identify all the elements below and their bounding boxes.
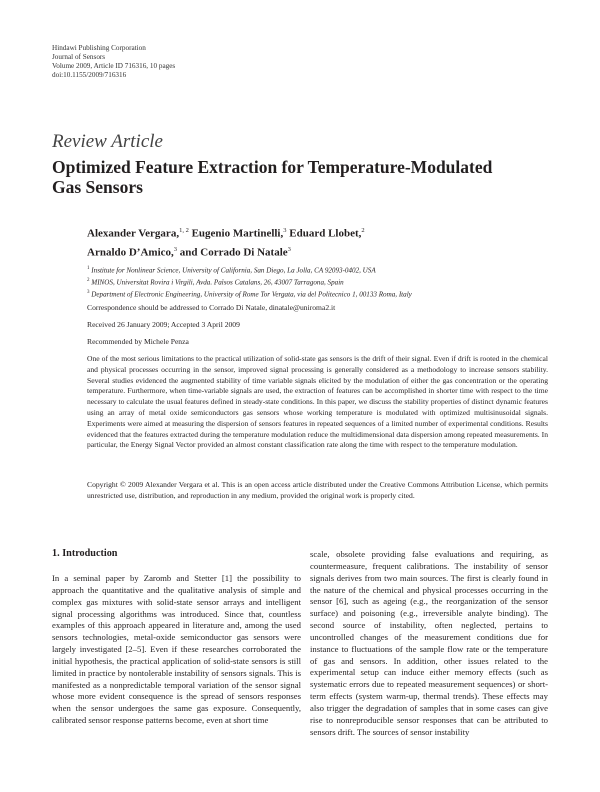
author-name: Alexander Vergara, [87, 227, 180, 240]
author-name: Arnaldo D’Amico, [87, 246, 174, 259]
body-text-left-column: In a seminal paper by Zaromb and Stetter [1] the possibility to approach the quantitative and the qualitative analysis of simple and complex gas mixtures with solid-state sensor arrays and intelligent signal processing algorithms was introduced. Since that, countless examples of this approach appeared in literature and, among the used sensors technologies, metal-oxide semiconductor gas sensors were largely investigated [2–5]. Even if these researches corroborated the initial hypothesis, the practical application of solid-state sensors is still limited in practice by nontolerable instability of sensors signals. This is manifested as a nonpredictable temporal variation of the sensor signal whose more evident consequence is the spread of sensors responses when the sensor undergoes the same gas exposure. Consequently, calibrated sensor response patterns become, even at short time [52, 573, 301, 726]
author-name: Eduard Llobet, [289, 227, 362, 240]
affiliation-item: $^2$ MINOS, Universitat Rovira i Virgili, Avda. Països Catalans, 26, 43007 Tarragona, Spain [87, 277, 344, 287]
received-accepted-dates: Received 26 January 2009; Accepted 3 April 2009 [87, 320, 240, 329]
title-line-1: Optimized Feature Extraction for Temperature-Modulated [52, 157, 493, 177]
section-heading: 1. Introduction [52, 548, 118, 559]
author-line-1 [87, 223, 365, 242]
paper-title [52, 157, 522, 197]
author-affiliation-ref: 3 [287, 245, 291, 253]
copyright-notice: Copyright © 2009 Alexander Vergara et al. This is an open access article distributed under the Creative Commons Attribution License, which permits unrestricted use, distribution, and reproduction in any medium, provided the original work is properly cited. [87, 480, 548, 500]
author-affiliation-ref: 2 [361, 227, 365, 234]
author-line-2 [87, 242, 365, 261]
author-list [87, 223, 365, 260]
affiliation-item: $^3$ Department of Electronic Engineering, University of Rome Tor Vergata, via del Politecnico 1, 00133 Roma, Italy [87, 289, 412, 299]
author-name: and Corrado Di Natale [179, 246, 288, 259]
abstract: One of the most serious limitations to the practical utilization of solid-state gas sensors is the drift of their signal. Even if drift is rooted in the chemical and physical processes occurring in the sensor, improved signal processing is generally considered as a methodology to increase sensors stability. Several studies evidenced the augmented stability of time variable signals elicited by the modulation of either the gas concentration or the operating temperature. Furthermore, when time-variable signals are used, the extraction of features can be accomplished in shorter time with respect to the time necessary to calculate the usual features defined in steady-state conditions. In this paper, we discuss the stability properties of distinct dynamic features using an array of metal oxide semiconductors gas sensors whose working temperature is modulated with optimized multisinusoidal signals. Experiments were aimed at measuring the dispersion of sensors features in repeated sequences of a limited number of experimental conditions. Results evidenced that the features extracted during the temperature modulation reduce the multidimensional data dispersion among repeated measurements. In particular, the Energy Signal Vector provided an almost constant classification rate along the time with respect to the temperature modulation. [87, 354, 548, 450]
publication-info [52, 44, 175, 80]
volume-info: Volume 2009, Article ID 716316, 10 pages [52, 62, 176, 70]
publisher: Hindawi Publishing Corporation [52, 44, 146, 52]
correspondence: Correspondence should be addressed to Corrado Di Natale, dinatale@uniroma2.it [87, 303, 336, 312]
affiliation-item: $^1$ Institute for Nonlinear Science, University of California, San Diego, La Jolla, CA 92093-0402, USA [87, 266, 376, 275]
author-affiliation-ref: 3 [283, 227, 287, 234]
doi: doi:10.1155/2009/716316 [52, 71, 127, 79]
affiliations [87, 264, 412, 300]
author-affiliation-ref: 1, 2 [179, 227, 189, 234]
title-line-2: Gas Sensors [52, 177, 143, 197]
body-text-right-column: scale, obsolete providing false evaluations and requiring, as countermeasure, frequent calibrations. The instability of sensor signals derives from two main sources. The first is clearly found in the nature of the chemical and physical processes occurring in the sensor [6], such as ageing (e.g., the reorganization of the sensor surface) and poisoning (e.g., irreversible analyte binding). The second source of instability, often neglected, pertains to uncontrolled changes of the measurement conditions due for instance to fluctuations of the sample flow rate or the temperature of gas and sensors. In addition, other issues related to the experimental setup can induce either memory effects (such as systematic errors due to repeated measurement sequences) or short-term effects (system warm-up, thermal trends). These effects may also trigger the degradation of samples that in some cases can give rise to nonreproducible sensor responses that can be attributed to sensors drift. The sources of sensor instability [310, 549, 548, 737]
author-name: Eugenio Martinelli, [191, 227, 284, 240]
recommended-by: Recommended by Michele Penza [87, 337, 189, 346]
author-affiliation-ref: 3 [173, 245, 178, 253]
journal-name: Journal of Sensors [52, 53, 106, 61]
article-type: Review Article [52, 131, 163, 152]
